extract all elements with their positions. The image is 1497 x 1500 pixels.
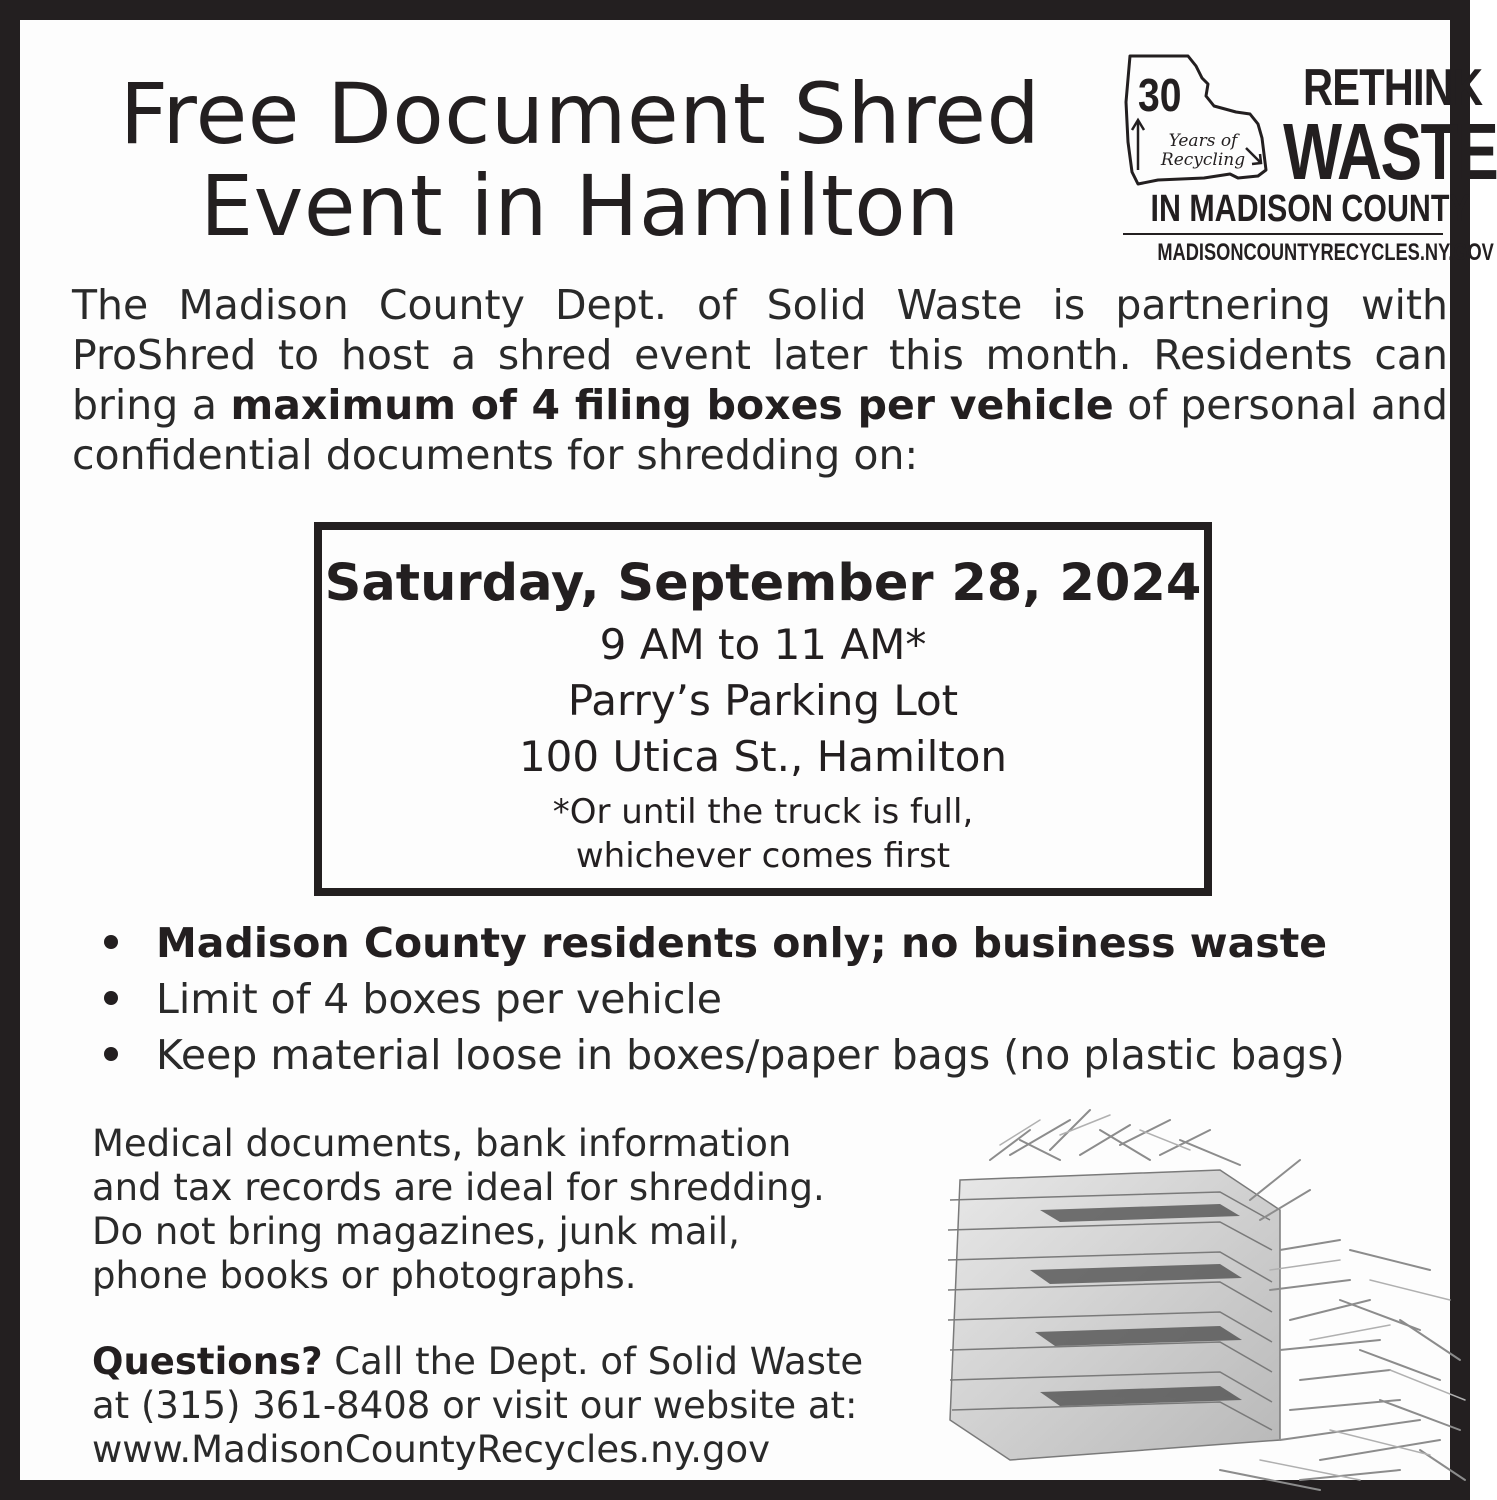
event-note-line-1: *Or until the truck is full, bbox=[552, 792, 974, 832]
rule-loose-material: Keep material loose in boxes/paper bags (no plastic bags) bbox=[156, 1031, 1345, 1079]
contact-paragraph bbox=[92, 1340, 952, 1472]
title-line-1: Free Document Shred bbox=[119, 65, 1041, 163]
list-item bbox=[100, 971, 1460, 1027]
event-address: 100 Utica St., Hamilton bbox=[518, 732, 1008, 781]
bullet-icon bbox=[104, 1047, 118, 1061]
questions-label: Questions? bbox=[92, 1340, 323, 1383]
rethink-waste-logo bbox=[1118, 52, 1497, 272]
list-item bbox=[100, 1027, 1460, 1083]
event-place: Parry’s Parking Lot bbox=[567, 676, 959, 725]
rule-residents-only: Madison County residents only; no business waste bbox=[156, 919, 1328, 967]
info-line-3: Do not bring magazines, junk mail, bbox=[92, 1210, 740, 1253]
event-details-box bbox=[314, 522, 1212, 896]
event-time: 9 AM to 11 AM* bbox=[599, 620, 927, 669]
logo-url: MADISONCOUNTYRECYCLES.NY.GOV bbox=[1157, 239, 1494, 266]
website-link[interactable]: www.MadisonCountyRecycles.ny.gov bbox=[92, 1428, 770, 1471]
bullet-icon bbox=[104, 991, 118, 1005]
rule-box-limit: Limit of 4 boxes per vehicle bbox=[156, 975, 722, 1023]
info-line-1: Medical documents, bank information bbox=[92, 1122, 792, 1165]
years-of-recycling bbox=[1148, 132, 1258, 170]
years-number: 30 bbox=[1138, 69, 1182, 121]
title-line-2: Event in Hamilton bbox=[200, 157, 960, 255]
logo-divider bbox=[1123, 233, 1443, 235]
logo-rethink: RETHINK bbox=[1303, 59, 1483, 117]
intro-text-start: The Madison County Dept. of Solid Waste is partnering with ProShred to host a shred event later this month. Residents can bring a bbox=[72, 281, 1448, 429]
event-note-line-2: whichever comes first bbox=[575, 836, 951, 876]
intro-text-end: of personal and confidential documents for shredding on: bbox=[72, 381, 1449, 479]
accepted-items-paragraph bbox=[92, 1122, 952, 1298]
years-line-1: Years of bbox=[1168, 131, 1238, 151]
logo-waste: WASTE bbox=[1283, 107, 1497, 196]
list-item bbox=[100, 915, 1460, 971]
years-line-2: Recycling bbox=[1160, 150, 1246, 170]
intro-paragraph bbox=[72, 280, 1448, 480]
questions-line-1: Call the Dept. of Solid Waste bbox=[322, 1340, 864, 1383]
rules-list bbox=[100, 915, 1460, 1083]
info-line-2: and tax records are ideal for shredding. bbox=[92, 1166, 825, 1209]
bullet-icon bbox=[104, 935, 118, 949]
intro-box-limit: maximum of 4 filing boxes per vehicle bbox=[230, 381, 1114, 429]
info-line-4: phone books or photographs. bbox=[92, 1254, 637, 1297]
shredded-paper-stack-illustration bbox=[920, 1100, 1470, 1500]
event-date: Saturday, September 28, 2024 bbox=[324, 554, 1202, 613]
logo-county: IN MADISON COUNTY bbox=[1150, 188, 1470, 230]
phone-line: at (315) 361-8408 or visit our website at: bbox=[92, 1384, 858, 1427]
page-title bbox=[60, 65, 1100, 255]
